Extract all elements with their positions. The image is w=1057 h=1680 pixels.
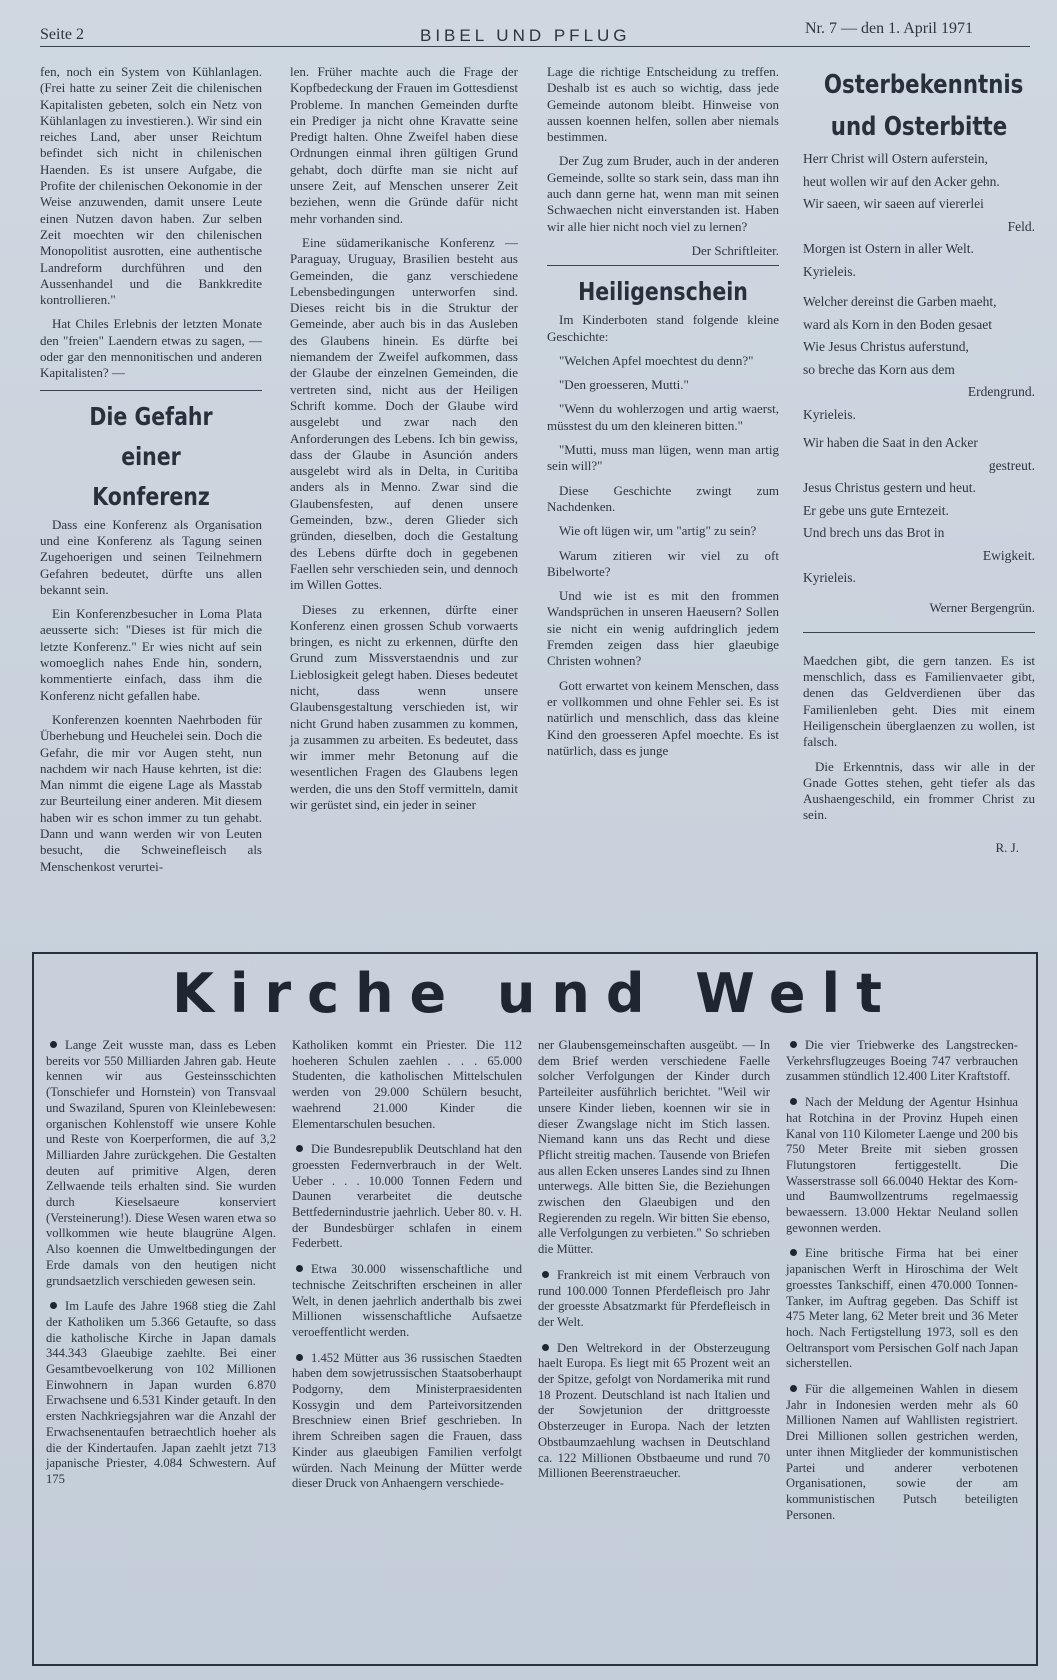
article-paragraph: Im Kinderboten stand folgende kleine Geschichte: [547,312,779,344]
poem-line: heut wollen wir auf den Acker gehn. [803,173,1000,189]
news-text: Im Laufe des Jahre 1968 stieg die Zahl der Katholiken um 5.366 Getaufte, so dass die katholische Kirche in Japan damals 344.343 Glaeubige zaehlte. Bei einer Gesamtbevoelkerung von 102 Millionen Einwohnern in Japan wurden 6.870 Erwachsene und 6.531 Kinder getauft. In den ersten Nachkriegsjahren war die Anzahl der Erwachsenentaufen betraechtlich hoeher als die der Kindertaufen. Japan zaehlt jetzt 713 japanische Priester, 4.084 Schwestern. Auf 175 [46,1299,276,1486]
article-paragraph: Die Erkenntnis, dass wir alle in der Gnade Gottes stehen, geht tiefer als das Aushaengeschild, ein frommer Christ zu sein. [803,758,1035,823]
page-header [40,18,1037,48]
issue-date: Nr. 7 — den 1. April 1971 [805,20,973,37]
article-paragraph: Wie oft lügen wir, um "artig" zu sein? [559,523,757,539]
news-item [786,1038,1018,1085]
divider [547,265,779,266]
news-item [292,1038,522,1132]
article-paragraph: Und wie ist es mit den frommen Wandsprüchen in unseren Haeusern? Sollen sie nicht ein wenig aufdringlich jedem Fremden zeigen dass hier glaeubige Christen wohnen? [547,588,779,669]
poem-line: Kyrieleis. [803,570,856,585]
news-text: Lange Zeit wusste man, dass es Leben bereits vor 550 Milliarden Jahren gab. Heute kennen wir aus Gesteinsschichten (Tonschiefer und Hornstein) von Transvaal und Swaziland, Spuren von Kleinlebewesen: organischen Kohlenstoff wie unsere Kohle und Reste von Koerperformen, die auf 3,2 Milliarden Jahre zurückgehen. Die Gestalten deuten auf primitive Algen, deren Zellwaende teils erhalten sind. Sie wurden durch Kieselsaeure konserviert (Versteinerung!). Diese Wesen waren etwa so vollkommen wie heute blaugrüne Algen. Also koennen die Umweltbedingungen der Erde damals von den heutigen nicht grundsaetzlich verschieden gewesen sein. [46,1038,276,1288]
bullet-icon [50,1041,57,1048]
news-item [292,1351,522,1492]
article-paragraph: Maedchen gibt, die gern tanzen. Es ist menschlich, dass es Familienvaeter gibt, denen das Geldverdienen über das Familienleben geht. Dies mit einem Heiligenschein überglaenzen zu wollen, ist falsch. [803,652,1035,750]
box-title: Kirche und Welt [172,962,898,1025]
header-rule [40,46,1030,47]
article-paragraph: Lage die richtige Entscheidung zu treffen. Deshalb ist es auch so wichtig, dass jede Gemeinde autonom bleibt. Hinweise von aussen koennen helfen, sollen aber niemals bestimmen. [547,64,779,145]
news-text: Katholiken kommt ein Priester. Die 112 hoeheren Schulen zaehlen . . . 65.000 Studenten, die katholischen Mittelschulen werden von 29.000 Schülern besucht, waehrend 21.000 Kinder die Elementarschulen besuchen. [292,1038,522,1131]
news-item [292,1262,522,1341]
article-paragraph: Eine südamerikanische Konferenz — Paraguay, Uruguay, Brasilien besteht aus Gemeinden, die ganz verschiedene Lebensbedingungen unterworfen sind. Dieses reicht bis in die Struktur der Gemeinde, aber auch bis in das Ausleben des Glaubens hinein. Es dürfte bei niemandem der Zweifel aufkommen, dass der Glaube der einzelnen Gemeinden, die vertreten sind, nicht aus der Heiligen Schrift komme. Doch der Glaube wird ausgelebt und zwar nach den Anforderungen des Lebens. Ich bin gewiss, dass der Glaube in Asunción anders ausgelebt wird als in Delta, in Curitiba anders als in Menno. Zwar sind die Glaubensfesten, auf denen unsere Gemeinden, bzw., deren Glieder sich gründen, dieselben, doch die Gestaltung des Lebens dürfte doch in gegebenen Faellen sehr verschieden sein, und dennoch im Willen Gottes. [290,234,518,593]
poem-line: Feld. [1007,218,1035,234]
article-paragraph: Der Zug zum Bruder, auch in der anderen Gemeinde, sollte so stark sein, dass man ihn auch dann gerne hat, wenn man mit seinen Schwaechen nicht einverstanden ist. Haben wir alle hier nicht noch viel zu lernen? [547,153,779,234]
news-text: Eine britische Firma hat bei einer japanischen Werft in Hiroschima der Welt groesstes Tankschiff, einen 470.000 Tonnen-Tanker, im Auftrag gegeben. Das Schiff ist 475 Meter lang, 62 Meter breit und 36 Meter hoch. Nach Fertigstellung 1973, soll es den Oeltransport vom Persischen Golf nach Japan sicherstellen. [786,1246,1018,1371]
bullet-icon [296,1354,303,1361]
news-item [786,1095,1018,1236]
poem-author: Werner Bergengrün. [929,599,1035,615]
news-text: Die vier Triebwerke des Langstrecken-Verkehrsflugzeuges Boeing 747 verbrauchen zusammen stündlich 12.400 Liter Kraftstoff. [786,1038,1018,1084]
bullet-icon [50,1302,57,1309]
news-text: Die Bundesrepublik Deutschland hat den groessten Federnverbrauch in der Welt. Ueber . . . 10.000 Tonnen Federn und Daunen verarbeitet die deutsche Bettfedernindustrie jaehrlich. Ueber 80. v. H. der Bundesbürger schlafen in einem Federbett. [292,1142,522,1251]
bullet-icon [542,1271,549,1278]
kirche-und-welt-box [32,952,1038,1666]
article-paragraph: Dieses zu erkennen, dürfte einer Konferenz einen grossen Schub vorwaerts bringen, es nicht zu erkennen, dürfte den Grund zum Missverstaendnis und zur Lieblosigkeit gelegt haben. Dieses bedeutet nicht, dass wenn unsere Glaubensgestaltung verschieden ist, wir nicht Grund haben zusammen zu kommen, ja zusammen zu arbeiten. Es bedeutet, dass wir immer mehr Betonung auf die wesentlichen Fragen des Glaubens legen werden, die uns den Stoff vermitteln, damit wir gerüstet sind, ein jeder in seiner [290,601,518,813]
bullet-icon [790,1041,797,1048]
article-heading: Heiligenschein [578,277,748,307]
article-paragraph: "Mutti, muss man lügen, wenn man artig sein will?" [547,442,779,474]
news-text: Frankreich ist mit einem Verbrauch von rund 100.000 Tonnen Pferdefleisch pro Jahr der groesste Absatzmarkt für Pferdefleisch in der Welt. [538,1267,770,1329]
news-text: 1.452 Mütter aus 36 russischen Staedten haben dem sowjetrussischen Staatsoberhaupt Podgorny, dem Ministerpraesidenten Kossygin und dem Parteivorsitzenden Breschniew einen Brief geschrieben. In ihrem Schreiben sagen die Frauen, dass Kinder aus glaeubigen Familien verfolgt würden. Nach Meinung der Mütter werde dieser Druck von Anhaengern verschiede- [292,1350,522,1491]
news-text: ner Glaubensgemeinschaften ausgeübt. — In dem Brief werden verschiedene Faelle solcher Verfolgungen der Kinder durch Parteileiter ausführlich berichtet. "Weil wir unsere Kinder lieben, koennen wir sie in dieser Zwangslage nicht im Stich lassen. Niemand kann uns das Recht und diese Pflicht streitig machen. Tausende von Briefen aus allen Ecken unseres Landes sind zu Ihnen unterwegs. Alle bitten Sie, die Beziehungen zwischen den Glaeubigen und den Regierenden zu regeln. Wir bitten Sie ebenso, alle Verfolgungen zu verbieten." So schrieben die Mütter. [538,1038,770,1257]
poem-line: gestreut. [988,457,1035,473]
article-paragraph: Gott erwartet von keinem Menschen, dass er vollkommen und ohne Fehler sei. Es ist natürlich und menschlich, dass das kleine Kind den groesseren Apfel moechte. Es ist natürlich, dass es junge [547,677,779,758]
page-number: Seite 2 [40,26,84,43]
news-text: Für die allgemeinen Wahlen in diesem Jahr in Indonesien werden mehr als 60 Millionen Namen auf Wahllisten registriert. Drei Millionen sollen gestrichen werden, unter ihnen Mitglieder der kommunistischen Partei und anderer verbotenen Organisationen, sowie der am kommunistischen Putsch beteiligten Personen. [786,1382,1018,1522]
news-item [538,1341,770,1482]
news-item [538,1268,770,1331]
poem-line: Kyrieleis. [803,406,856,422]
article-paragraph: fen, noch ein System von Kühlanlagen. (Frei hatte zu seiner Zeit die chilenischen Kapitalisten gebeten, solch ein Netz von Kühlanlagen zu investieren.). Wir sind ein reiches Land, aber unser Reichtum befindet sich nicht in chilenischen Haenden. Es ist unsere Aufgabe, die Profite der chilenischen Oekonomie in der Weise anzuwenden, damit unsere Leute einen Nutzen davon haben. Zur selben Zeit moechten wir den chilenischen Monopolitist ausrotten, eine authentische Landreform durchführen und den Aussenhandel und die Bankkredite kontrollieren." [40,64,262,308]
poem-line: Kyrieleis. [803,263,856,279]
poem-line: Wie Jesus Christus auferstund, [803,339,969,354]
news-text: Den Weltrekord in der Obsterzeugung haelt Europa. Es liegt mit 65 Prozent weit an der Spitze, gefolgt von Nordamerika mit rund 18 Prozent. Deutschland ist nach Italien und der Sowjetunion der drittgroesste Obsterzeuger in Europa. Nach der letzten Obstbaumzaehlung wachsen in Deutschland ca. 122 Millionen Obstbaeume und rund 70 Millionen Beerenstraeucher. [538,1340,770,1481]
article-paragraph: Ein Konferenzbesucher in Loma Plata aeusserte sich: "Dieses ist für mich die letzte Konferenz." Er wies nicht auf sein womoeglich nahes Ende hin, sondern, kommentierte einfach, dass ihm die Konferenz nicht gefallen habe. [40,606,262,703]
article-paragraph: Dass eine Konferenz als Organisation und eine Konferenz als Tagung seinen Zugehoerigen und seinen Teilnehmern Gefahren bedeutet, dürfte uns allen bekannt sein. [40,516,262,597]
poem-line: Jesus Christus gestern und heut. [803,480,976,495]
article-paragraph: "Den groesseren, Mutti." [559,377,689,393]
bullet-icon [296,1265,303,1272]
editor-signature: Der Schriftleiter. [691,242,779,258]
author-initials: R. J. [995,839,1019,855]
poem-line: Und brech uns das Brot in [803,525,945,540]
article-paragraph: Diese Geschichte zwingt zum Nachdenken. [547,482,779,514]
news-text: Nach der Meldung der Agentur Hsinhua hat Rotchina in der Provinz Hupeh einen Kanal von 110 Kilometer Laenge und 200 bis 750 Meter Breite mit sieben grossen Flutungstoren fertiggestellt. Die Wasserstrasse soll 66.0040 Hektar des Korn- und Baumwollzentrums regelmaessig bewaessern. 13.000 Hektar Neuland sollen gewonnen werden. [786,1095,1018,1235]
news-item [46,1299,276,1487]
poem-line: Wir haben die Saat in den Acker [803,435,978,450]
poem [803,148,1035,590]
poem-line: ward als Korn in den Boden gesaet [803,316,992,332]
box-column-2 [292,1038,522,1502]
poem-line: Herr Christ will Ostern auferstein, [803,151,988,166]
article-paragraph: "Welchen Apfel moechtest du denn?" [559,352,754,368]
article-heading: Die Gefahr einer Konferenz [89,401,213,511]
newspaper-title: BIBEL UND PFLUG [420,26,631,45]
poem-line: Er gebe uns gute Erntezeit. [803,502,949,518]
bullet-icon [542,1344,549,1351]
news-item [786,1382,1018,1523]
news-item [538,1038,770,1258]
news-text: Etwa 30.000 wissenschaftliche und technische Zeitschriften erscheinen in aller Welt, in denen jaehrlich anderthalb bis zwei Millionen wissenschaftliche Aufsaetze veroeffentlicht werden. [292,1262,522,1339]
poem-line: so breche das Korn aus dem [803,361,955,377]
divider [40,390,262,391]
poem-line: Wir saeen, wir saeen auf viererlei [803,196,984,211]
bullet-icon [790,1385,797,1392]
poem-line: Ewigkeit. [982,547,1035,563]
article-paragraph: len. Früher machte auch die Frage der Kopfbedeckung der Frauen im Gottesdienst Probleme. In manchen Gemeinden durfte ein Prediger ja nicht ohne Kravatte seine Predigt halten. Ohne Zweifel haben diese Ordnungen einmal ihren gültigen Grund gehabt, doch dürfte man sie nicht auf unsere Zeit, auf Menschen unserer Zeit beziehen, wenn die Gründe dafür nicht mehr vorhanden sind. [290,64,518,226]
column-1 [40,64,262,883]
article-paragraph: "Wenn du wohlerzogen und artig waerst, müsstest du um den kleineren bitten." [547,401,779,433]
column-4 [803,64,1035,862]
column-3 [547,64,779,767]
box-column-4 [786,1038,1018,1533]
poem-line: Morgen ist Ostern in aller Welt. [803,241,974,256]
article-paragraph: Hat Chiles Erlebnis der letzten Monate den "freien" Laendern etwas zu sagen, — oder gar den mennonitischen und anderen Kapitalisten? — [40,316,262,381]
box-column-3 [538,1038,770,1492]
poem-line: Welcher dereinst die Garben maeht, [803,294,997,309]
bullet-icon [296,1145,303,1152]
column-2 [290,64,518,821]
box-column-1 [46,1038,276,1498]
news-item [292,1142,522,1252]
poem-line: Erdengrund. [967,384,1035,399]
news-item [786,1246,1018,1372]
divider [803,632,1035,633]
article-paragraph: Warum zitieren wir viel zu oft Bibelworte? [547,547,779,579]
news-item [46,1038,276,1289]
bullet-icon [790,1249,797,1256]
bullet-icon [790,1098,797,1105]
article-paragraph: Konferenzen koennten Naehrboden für Überhebung und Heuchelei sein. Doch die Gefahr, die mir vor Augen steht, nun nachdem wir nach Hause kehrten, ist die: Man nimmt die eigene Lage als Masstab zur Beurteilung einer anderen. Mit diesem haben wir es schon immer zu tun gehabt. Dann und wann werden wir von Leuten besucht, die Schweinefleisch als Menschenkost verurtei- [40,711,262,874]
article-heading: Osterbekenntnis und Osterbitte [823,70,1024,142]
